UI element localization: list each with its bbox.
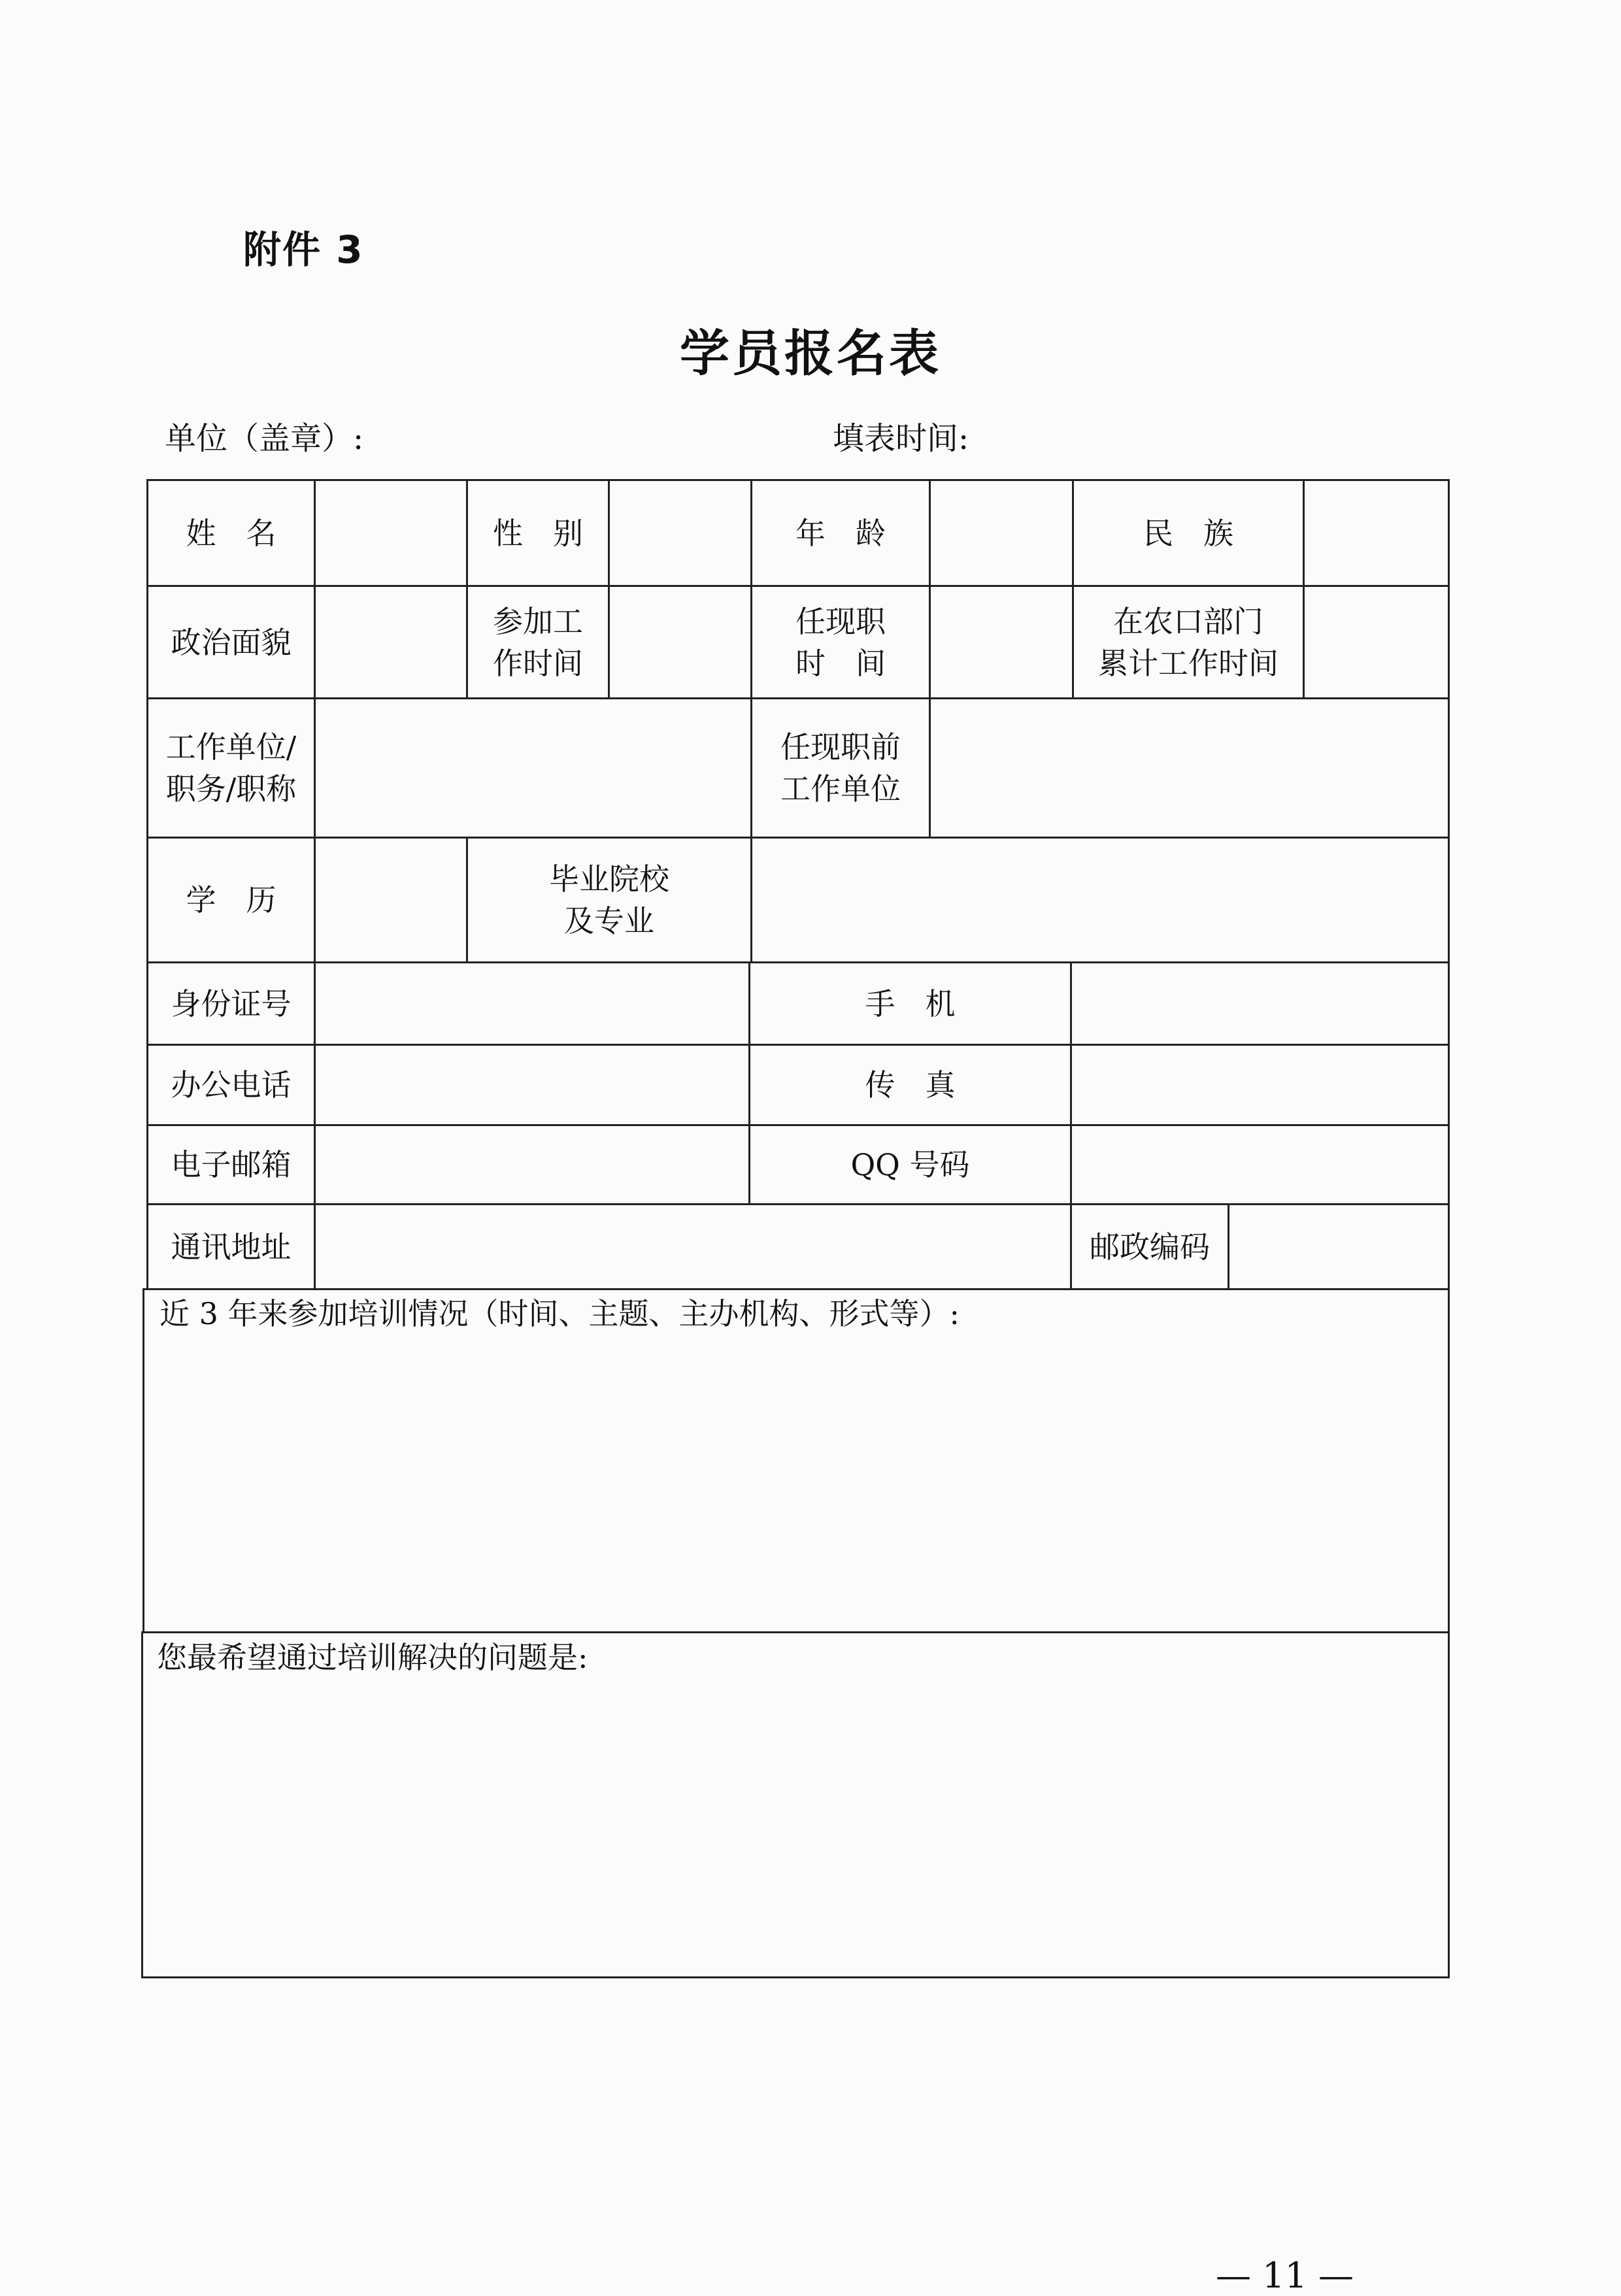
page-number: — 11 —	[1216, 2255, 1354, 2296]
email-label: 电子邮箱	[171, 1147, 292, 1182]
training-history-field[interactable]	[144, 1346, 1448, 1631]
workplace-label-line1: 工作单位/	[165, 729, 297, 765]
work-start-time-label	[468, 587, 608, 697]
address-field[interactable]	[316, 1205, 1070, 1288]
address-label: 通讯地址	[171, 1229, 292, 1265]
prev-unit-field[interactable]	[931, 699, 1448, 837]
current-post-time-label-line2: 时 间	[795, 645, 886, 681]
id-number-field[interactable]	[316, 963, 748, 1044]
age-label: 年 龄	[795, 515, 886, 551]
age-field[interactable]	[931, 481, 1072, 585]
unit-label: 单位（盖章）:	[165, 420, 364, 457]
table-border-bottom	[141, 1976, 1450, 1978]
workplace-label-line2: 职务/职称	[165, 771, 297, 807]
workplace-label	[148, 699, 314, 837]
office-phone-field[interactable]	[316, 1046, 748, 1124]
prev-unit-label-line1: 任现职前	[780, 729, 901, 765]
email-field[interactable]	[316, 1126, 748, 1203]
attachment-label: 附件 3	[243, 227, 364, 272]
row-divider	[142, 1288, 1450, 1290]
qq-label: QQ 号码	[850, 1147, 970, 1182]
education-label: 学 历	[186, 882, 276, 918]
current-post-time-label-line1: 任现职	[795, 603, 886, 639]
agri-dept-time-label	[1074, 587, 1303, 697]
school-major-field[interactable]	[752, 839, 1448, 961]
postcode-label: 邮政编码	[1090, 1229, 1210, 1265]
current-post-time-field[interactable]	[931, 587, 1072, 697]
training-history-label: 近 3 年来参加培训情况（时间、主题、主办机构、形式等）:	[159, 1296, 960, 1331]
qq-field[interactable]	[1072, 1126, 1448, 1203]
expectation-label: 您最希望通过培训解决的问题是:	[157, 1640, 588, 1675]
school-major-label-line2: 及专业	[564, 903, 654, 939]
row-divider	[142, 1631, 1450, 1633]
work-start-time-field[interactable]	[610, 587, 750, 697]
prev-unit-label	[752, 699, 929, 837]
work-start-time-label-line2: 作时间	[493, 645, 583, 681]
office-phone-label: 办公电话	[171, 1067, 292, 1103]
work-start-time-label-line1: 参加工	[493, 603, 583, 639]
id-number-label: 身份证号	[171, 986, 292, 1022]
ethnicity-label: 民 族	[1143, 515, 1233, 551]
postcode-field[interactable]	[1229, 1205, 1448, 1288]
gender-label: 性 别	[493, 515, 583, 551]
agri-dept-time-label-line1: 在农口部门	[1113, 603, 1263, 639]
school-major-label	[468, 839, 750, 961]
mobile-field[interactable]	[1072, 963, 1448, 1044]
prev-unit-label-line2: 工作单位	[780, 771, 901, 807]
ethnicity-field[interactable]	[1305, 481, 1448, 585]
school-major-label-line1: 毕业院校	[549, 861, 669, 897]
workplace-field[interactable]	[316, 699, 750, 837]
gender-field[interactable]	[610, 481, 750, 585]
page-title: 学员报名表	[680, 324, 941, 382]
agri-dept-time-label-line2: 累计工作时间	[1098, 645, 1278, 681]
education-field[interactable]	[316, 839, 466, 961]
political-status-field[interactable]	[316, 587, 466, 697]
fax-label: 传 真	[865, 1067, 956, 1103]
name-label: 姓 名	[186, 515, 276, 551]
political-status-label: 政治面貌	[171, 624, 292, 660]
agri-dept-time-field[interactable]	[1305, 587, 1448, 697]
date-label: 填表时间:	[833, 420, 969, 457]
table-border-right	[1448, 479, 1450, 1978]
expectation-field[interactable]	[143, 1690, 1448, 1976]
mobile-label: 手 机	[865, 986, 956, 1022]
name-field[interactable]	[316, 481, 466, 585]
current-post-time-label	[752, 587, 929, 697]
fax-field[interactable]	[1072, 1046, 1448, 1124]
